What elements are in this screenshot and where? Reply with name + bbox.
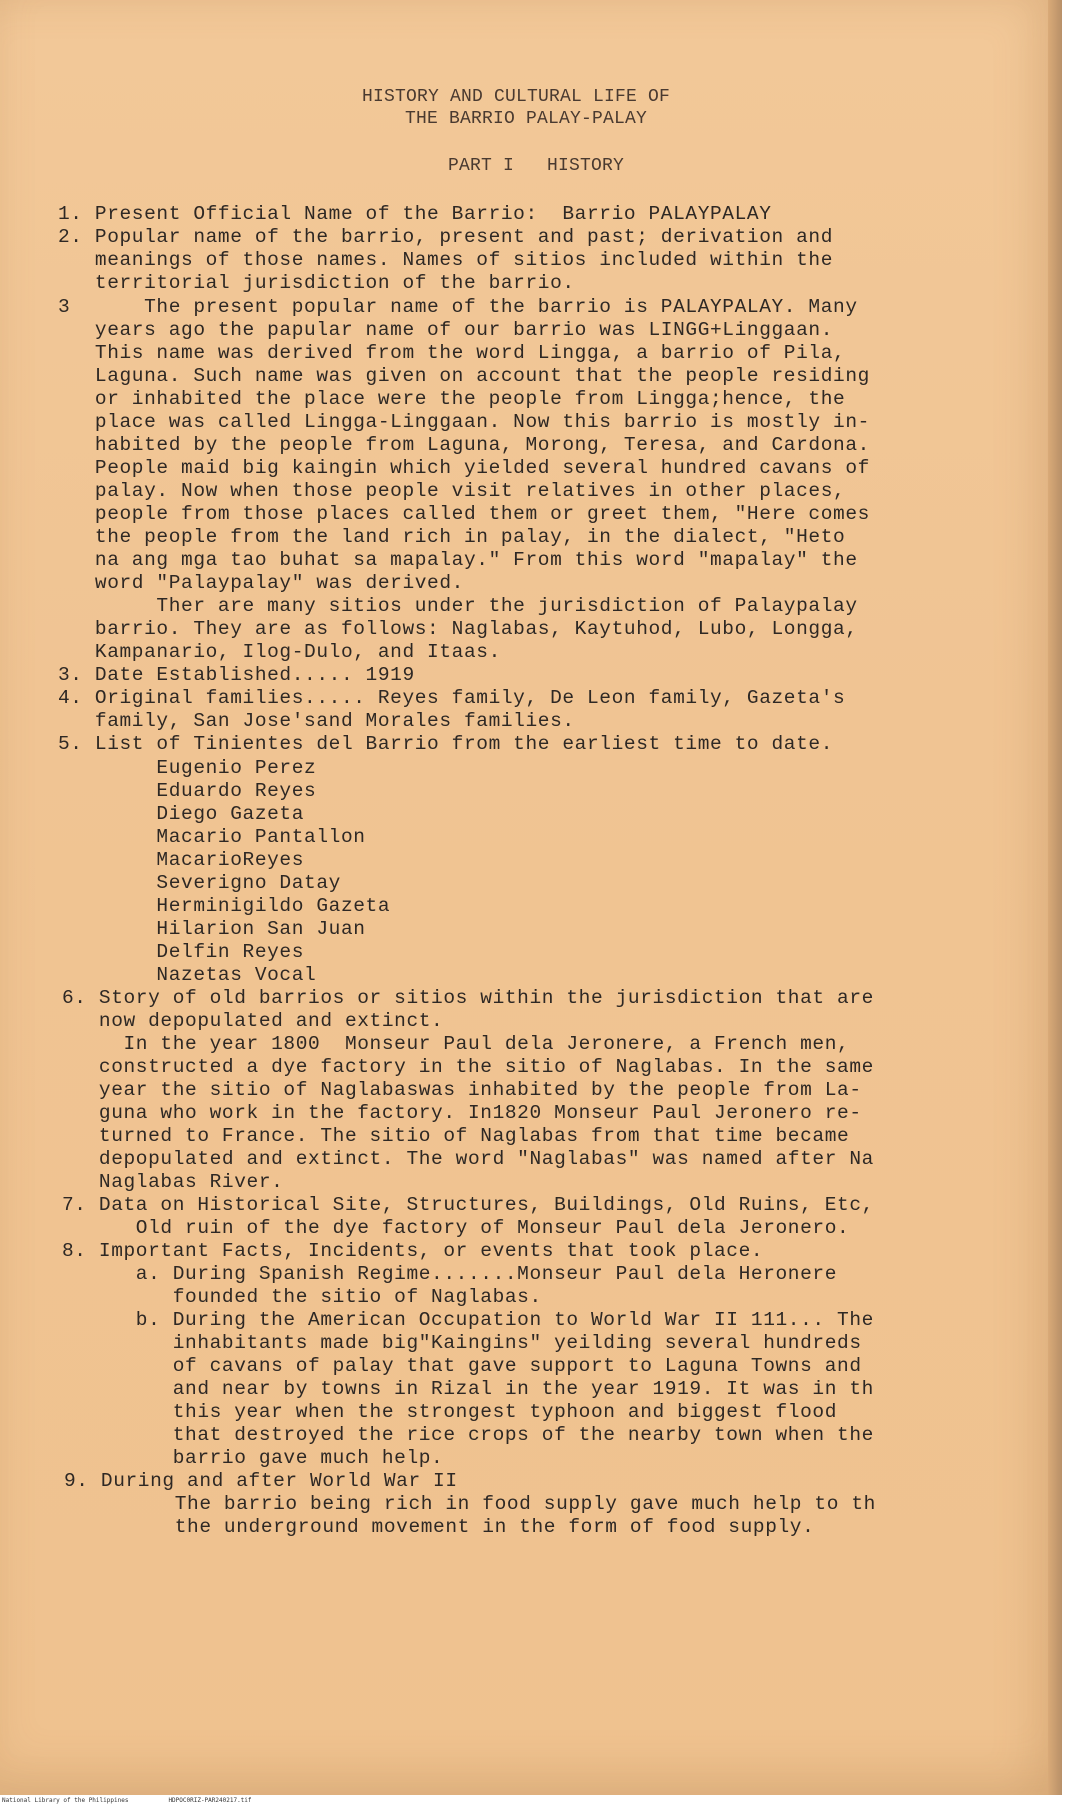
text-line: family, San Jose'sand Morales families. bbox=[58, 710, 575, 732]
text-line: 9. During and after World War II bbox=[64, 1470, 458, 1492]
text-line: Kampanario, Ilog-Dulo, and Itaas. bbox=[58, 641, 501, 663]
scan-footer-label bbox=[2, 1797, 292, 1804]
text-line: guna who work in the factory. In1820 Monseur Paul Jeronero re- bbox=[62, 1102, 862, 1124]
library-label: National Library of the Philippines bbox=[2, 1797, 129, 1804]
text-line: 1. Present Official Name of the Barrio: Barrio PALAYPALAY bbox=[58, 203, 772, 225]
page-edge bbox=[1048, 0, 1062, 1795]
text-line: Diego Gazeta bbox=[58, 803, 305, 825]
text-line: People maid big kaingin which yielded several hundred cavans of bbox=[58, 457, 870, 479]
text-line: This name was derived from the word Lingga, a barrio of Pila, bbox=[58, 342, 846, 364]
text-line: Ther are many sitios under the jurisdiction of Palaypalay bbox=[58, 595, 858, 617]
text-line: Old ruin of the dye factory of Monseur Paul dela Jeronero. bbox=[62, 1217, 850, 1239]
text-line: meanings of those names. Names of sitios included within the bbox=[58, 249, 834, 271]
text-line: Delfin Reyes bbox=[58, 941, 305, 963]
text-line: Laguna. Such name was given on account that the people residing bbox=[58, 365, 870, 387]
text-line: b. During the American Occupation to World War II 111... The bbox=[62, 1309, 874, 1331]
text-line: the underground movement in the form of food supply. bbox=[64, 1516, 815, 1538]
text-line: barrio. They are as follows: Naglabas, Kaytuhod, Lubo, Longga, bbox=[58, 618, 858, 640]
text-line: word "Palaypalay" was derived. bbox=[58, 572, 464, 594]
text-line: 3. Date Established..... 1919 bbox=[58, 664, 415, 686]
text-line: the people from the land rich in palay, in the dialect, "Heto bbox=[58, 526, 846, 548]
text-line: year the sitio of Naglabaswas inhabited by the people from La- bbox=[62, 1079, 862, 1101]
text-line: In the year 1800 Monseur Paul dela Jeronere, a French men, bbox=[62, 1033, 850, 1055]
text-line: inhabitants made big"Kaingins" yeilding several hundreds bbox=[62, 1332, 862, 1354]
text-line: this year when the strongest typhoon and biggest flood bbox=[62, 1401, 838, 1423]
text-line: 4. Original families..... Reyes family, De Leon family, Gazeta's bbox=[58, 687, 846, 709]
title-line-2: THE BARRIO PALAY-PALAY bbox=[405, 109, 648, 129]
file-id: HDPOC0RIZ-PAR240217.tif bbox=[168, 1797, 252, 1804]
text-line: Macario Pantallon bbox=[58, 826, 366, 848]
text-line: Severigno Datay bbox=[58, 872, 341, 894]
text-line: Eugenio Perez bbox=[58, 757, 317, 779]
text-line: that destroyed the rice crops of the nearby town when the bbox=[62, 1424, 874, 1446]
part-heading: PART I HISTORY bbox=[448, 156, 625, 176]
text-line: or inhabited the place were the people from Lingga;hence, the bbox=[58, 388, 846, 410]
text-line: na ang mga tao buhat sa mapalay." From this word "mapalay" the bbox=[58, 549, 858, 571]
text-line: people from those places called them or greet them, "Here comes bbox=[58, 503, 870, 525]
text-line: 2. Popular name of the barrio, present and past; derivation and bbox=[58, 226, 834, 248]
text-line: years ago the papular name of our barrio was LINGG+Linggaan. bbox=[58, 319, 834, 341]
text-line: a. During Spanish Regime.......Monseur Paul dela Heronere bbox=[62, 1263, 838, 1285]
text-line: founded the sitio of Naglabas. bbox=[62, 1286, 542, 1308]
text-line: 3 The present popular name of the barrio is PALAYPALAY. Many bbox=[58, 296, 858, 318]
text-line: 7. Data on Historical Site, Structures, Buildings, Old Ruins, Etc, bbox=[62, 1194, 874, 1216]
text-line: Nazetas Vocal bbox=[58, 964, 317, 986]
text-line: 6. Story of old barrios or sitios within the jurisdiction that are bbox=[62, 987, 874, 1009]
text-line: Naglabas River. bbox=[62, 1171, 284, 1193]
text-line: of cavans of palay that gave support to Laguna Towns and bbox=[62, 1355, 862, 1377]
text-line: 8. Important Facts, Incidents, or events that took place. bbox=[62, 1240, 764, 1262]
text-line: territorial jurisdiction of the barrio. bbox=[58, 272, 575, 294]
text-line: now depopulated and extinct. bbox=[62, 1010, 444, 1032]
text-line: MacarioReyes bbox=[58, 849, 305, 871]
text-line: turned to France. The sitio of Naglabas from that time became bbox=[62, 1125, 850, 1147]
text-line: Eduardo Reyes bbox=[58, 780, 317, 802]
text-line: barrio gave much help. bbox=[62, 1447, 444, 1469]
text-line: constructed a dye factory in the sitio of Naglabas. In the same bbox=[62, 1056, 874, 1078]
text-line: habited by the people from Laguna, Morong, Teresa, and Cardona. bbox=[58, 434, 870, 456]
text-line: palay. Now when those people visit relatives in other places, bbox=[58, 480, 846, 502]
text-line: and near by towns in Rizal in the year 1919. It was in th bbox=[62, 1378, 874, 1400]
text-line: Hilarion San Juan bbox=[58, 918, 366, 940]
text-line: place was called Lingga-Linggaan. Now this barrio is mostly in- bbox=[58, 411, 870, 433]
text-line: depopulated and extinct. The word "Naglabas" was named after Na bbox=[62, 1148, 874, 1170]
text-line: Herminigildo Gazeta bbox=[58, 895, 391, 917]
text-line: 5. List of Tinientes del Barrio from the earliest time to date. bbox=[58, 733, 834, 755]
title-line-1: HISTORY AND CULTURAL LIFE OF bbox=[362, 87, 671, 107]
text-line: The barrio being rich in food supply gave much help to th bbox=[64, 1493, 876, 1515]
